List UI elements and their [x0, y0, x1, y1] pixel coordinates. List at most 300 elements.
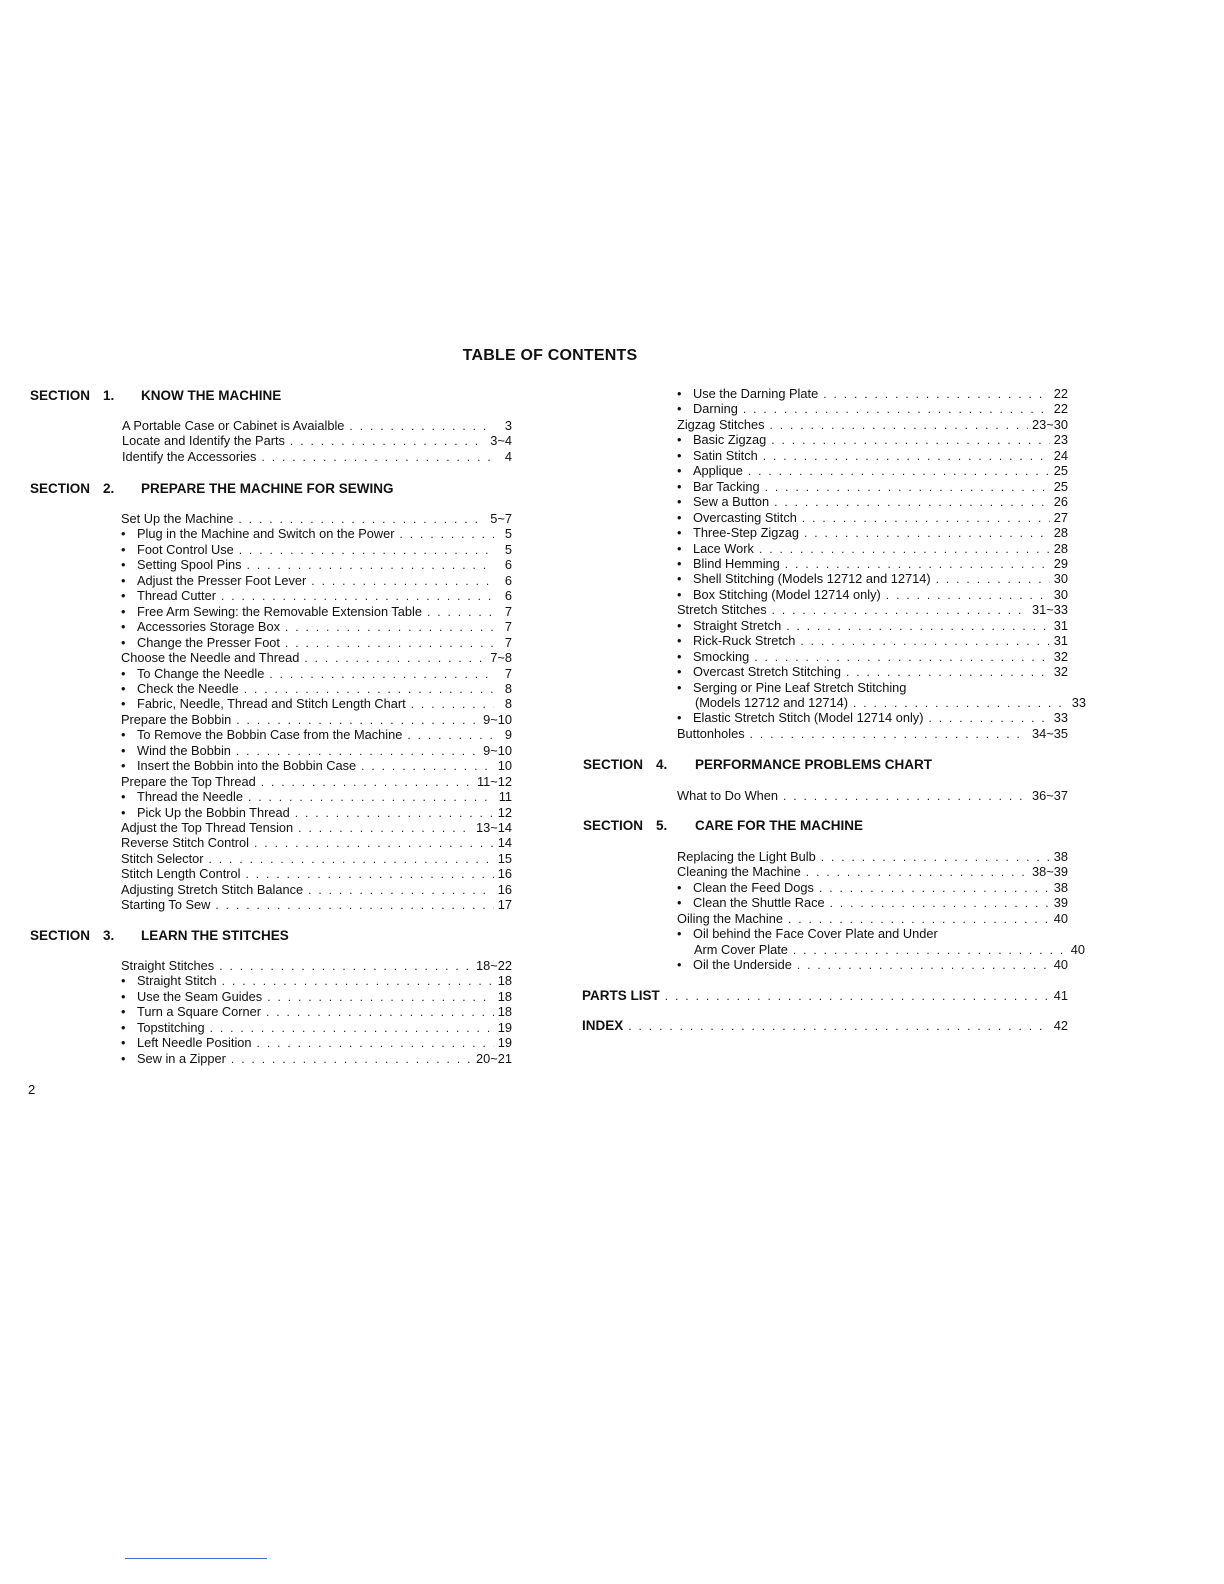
section-label: SECTION [30, 481, 91, 496]
dot-leader [269, 666, 494, 682]
bullet-icon: • [677, 926, 682, 942]
toc-entry-title: Arm Cover Plate [694, 941, 788, 957]
toc-page-number: 17 [497, 897, 512, 913]
toc-entry[interactable] [121, 835, 512, 851]
dot-leader [304, 650, 486, 666]
toc-entry[interactable] [677, 448, 1068, 464]
toc-page-number: 32 [1053, 648, 1068, 664]
section-name: LEARN THE STITCHES [141, 928, 289, 943]
toc-entry[interactable] [121, 712, 512, 728]
dot-leader [236, 712, 479, 728]
bullet-icon: • [677, 648, 682, 664]
toc-entry[interactable] [677, 556, 1068, 572]
page-title: TABLE OF CONTENTS [462, 347, 638, 364]
dot-leader [311, 573, 494, 589]
toc-entry[interactable] [677, 710, 1068, 726]
toc-page-number: 40 [1053, 910, 1068, 926]
toc-page-number: 4 [504, 448, 512, 464]
dot-leader [298, 820, 472, 836]
toc-entry-title: Pick Up the Bobbin Thread [137, 804, 290, 820]
dot-leader [743, 401, 1050, 417]
toc-entry-title: Oiling the Machine [677, 910, 783, 926]
toc-entry[interactable] [121, 1004, 512, 1020]
toc-entry[interactable] [121, 958, 512, 974]
bullet-icon: • [121, 619, 126, 635]
toc-page-number: 26 [1053, 494, 1068, 510]
toc-entry[interactable] [121, 1020, 512, 1036]
section-number: 5. [656, 818, 668, 833]
bullet-icon: • [121, 742, 126, 758]
toc-page-number: 11~12 [477, 773, 512, 789]
section-name: PERFORMANCE PROBLEMS CHART [695, 757, 933, 772]
toc-page-number: 28 [1053, 540, 1068, 556]
footer-rule [125, 1558, 267, 1559]
toc-page-number: 22 [1053, 386, 1068, 401]
toc-entry[interactable] [677, 864, 1068, 880]
dot-leader [786, 618, 1050, 634]
bullet-icon: • [121, 572, 126, 588]
toc-page-number: 13~14 [476, 820, 512, 835]
toc-page-number: 19 [497, 1035, 512, 1051]
toc-entry-title: Straight Stitches [121, 958, 215, 973]
dot-leader [853, 695, 1068, 711]
dot-leader [759, 541, 1050, 557]
toc-page-number: 5~7 [490, 511, 512, 526]
toc-entry[interactable] [677, 726, 1068, 742]
toc-page-number: 38 [1053, 849, 1068, 864]
toc-entry-title: Basic Zigzag [693, 432, 767, 448]
toc-entry[interactable] [677, 880, 1068, 896]
bullet-icon: • [677, 633, 682, 649]
bullet-icon: • [677, 386, 682, 401]
dot-leader [785, 556, 1050, 572]
bullet-icon: • [677, 586, 682, 602]
toc-entry[interactable] [121, 743, 512, 759]
toc-entry-title: Adjust the Top Thread Tension [121, 820, 294, 835]
toc-page-number: 32 [1053, 664, 1068, 680]
toc-page-number: 20~21 [476, 1050, 512, 1066]
dot-leader [221, 588, 494, 604]
toc-entry[interactable] [121, 650, 512, 666]
toc-entry-title: To Remove the Bobbin Case from the Machine [137, 727, 403, 743]
toc-page-number: 27 [1053, 509, 1068, 525]
bullet-icon: • [677, 710, 682, 726]
toc-entry[interactable] [677, 633, 1068, 649]
toc-entry[interactable] [677, 432, 1068, 448]
toc-entry-title: Prepare the Bobbin [121, 711, 232, 727]
dot-leader [748, 463, 1050, 479]
toc-entry-title: Foot Control Use [137, 541, 234, 557]
toc-entry-title: Insert the Bobbin into the Bobbin Case [137, 758, 357, 774]
toc-page-number: 23~30 [1032, 416, 1068, 432]
toc-entry-title: Sew a Button [693, 494, 770, 510]
dot-leader [295, 805, 494, 821]
bullet-icon: • [121, 526, 126, 542]
toc-entry[interactable] [677, 479, 1068, 495]
toc-page-number: 40 [1053, 957, 1068, 973]
bullet-icon: • [121, 696, 126, 712]
toc-entry-title: Turn a Square Corner [137, 1004, 262, 1020]
dot-leader [830, 895, 1050, 911]
toc-page-number: 29 [1053, 555, 1068, 571]
page-number: 2 [28, 1082, 36, 1097]
toc-page-number: 38~39 [1032, 864, 1068, 880]
dot-leader [215, 897, 493, 913]
dot-leader [308, 882, 494, 898]
toc-page-number: 28 [1053, 525, 1068, 541]
bullet-icon: • [677, 679, 682, 695]
toc-entry-title: Oil behind the Face Cover Plate and Under [693, 926, 938, 942]
toc-entry-title: Straight Stretch [693, 617, 782, 633]
bullet-icon: • [121, 557, 126, 573]
toc-page-number: 22 [1053, 401, 1068, 417]
toc-page-number: 19 [497, 1019, 512, 1035]
toc-entry[interactable] [121, 774, 512, 790]
section-name: CARE FOR THE MACHINE [695, 818, 863, 833]
dot-leader [261, 449, 494, 465]
toc-page-number: 24 [1053, 447, 1068, 463]
toc-entry-title: Use the Seam Guides [137, 988, 263, 1004]
toc-page-number: 18 [497, 988, 512, 1004]
toc-entry[interactable] [121, 1051, 512, 1067]
toc-entry-title: Sew in a Zipper [137, 1050, 226, 1066]
dot-leader [800, 633, 1049, 649]
toc-page-number: 31 [1053, 633, 1068, 649]
toc-entry[interactable] [121, 666, 512, 682]
bullet-icon: • [121, 789, 126, 805]
bullet-icon: • [677, 879, 682, 895]
toc-entry-title: What to Do When [677, 788, 778, 803]
toc-entry[interactable] [677, 401, 1068, 417]
toc-entry[interactable] [677, 649, 1068, 665]
dot-leader [361, 758, 494, 774]
toc-page-number: 25 [1053, 463, 1068, 479]
dot-leader [231, 1051, 472, 1067]
dot-leader [793, 942, 1067, 958]
bullet-icon: • [121, 1035, 126, 1051]
dot-leader [209, 851, 494, 867]
bullet-icon: • [677, 555, 682, 571]
toc-entry-title: Serging or Pine Leaf Stretch Stitching [693, 679, 907, 695]
dot-leader [285, 619, 494, 635]
dot-leader [266, 1004, 494, 1020]
toc-page-number: 33 [1053, 710, 1068, 726]
toc-entry-title: Setting Spool Pins [137, 557, 242, 573]
toc-entry-title: Darning [693, 401, 738, 417]
dot-leader [821, 849, 1050, 865]
dot-leader [267, 989, 494, 1005]
toc-entry[interactable] [121, 727, 512, 743]
bullet-icon: • [677, 432, 682, 448]
toc-page-number: 6 [504, 572, 512, 588]
toc-entry-multiline[interactable] [677, 680, 906, 696]
toc-entry[interactable] [121, 1035, 512, 1051]
dot-leader [886, 587, 1050, 603]
toc-entry[interactable] [677, 510, 1068, 526]
toc-page-number: 39 [1053, 895, 1068, 911]
toc-entry[interactable] [122, 433, 512, 449]
bullet-icon: • [121, 680, 126, 696]
dot-leader [823, 386, 1050, 402]
toc-entry[interactable] [677, 788, 1068, 804]
toc-page-number: 7 [504, 634, 512, 650]
toc-entry[interactable] [582, 1018, 1068, 1034]
toc-entry-title: Stitch Length Control [121, 866, 241, 882]
bullet-icon: • [677, 463, 682, 479]
dot-leader [819, 880, 1050, 896]
toc-entry-title: Overcast Stretch Stitching [693, 664, 841, 680]
toc-page-number: 7 [504, 665, 512, 681]
bullet-icon: • [121, 988, 126, 1004]
toc-page-number: 5 [504, 541, 512, 557]
toc-entry[interactable] [121, 604, 512, 620]
dot-leader [427, 604, 494, 620]
toc-entry-title: PARTS LIST [582, 988, 660, 1003]
toc-entry-title: Use the Darning Plate [693, 386, 819, 401]
toc-entry[interactable] [121, 851, 512, 867]
toc-entry-title: (Models 12712 and 12714) [695, 695, 848, 710]
toc-entry[interactable] [677, 463, 1068, 479]
toc-entry-title: Clean the Feed Dogs [693, 879, 814, 895]
toc-entry[interactable] [121, 526, 512, 542]
toc-entry[interactable] [121, 681, 512, 697]
dot-leader [788, 911, 1050, 927]
toc-entry[interactable] [677, 587, 1068, 603]
toc-page-number: 7 [504, 603, 512, 619]
toc-entry[interactable] [677, 571, 1068, 587]
dot-leader [349, 418, 494, 434]
toc-page-number: 12 [497, 804, 512, 820]
dot-leader [774, 494, 1050, 510]
bullet-icon: • [677, 664, 682, 680]
toc-entry[interactable] [121, 989, 512, 1005]
dot-leader [765, 479, 1050, 495]
toc-entry-title: Change the Presser Foot [137, 634, 280, 650]
toc-entry[interactable] [677, 494, 1068, 510]
toc-entry[interactable] [121, 696, 512, 712]
dot-leader [665, 988, 1050, 1004]
toc-entry[interactable] [582, 988, 1068, 1004]
toc-entry-title: Choose the Needle and Thread [121, 650, 300, 666]
toc-entry-title: Wind the Bobbin [137, 742, 231, 758]
toc-entry-title: A Portable Case or Cabinet is Avaialble [122, 418, 345, 433]
dot-leader [246, 866, 494, 882]
bullet-icon: • [121, 1019, 126, 1035]
dot-leader [802, 510, 1050, 526]
toc-page-number: 34~35 [1032, 725, 1068, 741]
section-number: 2. [103, 481, 115, 496]
section-name: KNOW THE MACHINE [141, 388, 282, 403]
toc-entry-title: Starting To Sew [121, 897, 211, 913]
toc-entry[interactable] [121, 573, 512, 589]
toc-entry[interactable] [122, 449, 512, 465]
toc-entry-title: Thread the Needle [137, 789, 243, 805]
bullet-icon: • [121, 541, 126, 557]
toc-entry-title: Rick-Ruck Stretch [693, 633, 796, 649]
dot-leader [407, 727, 494, 743]
toc-entry[interactable] [677, 541, 1068, 557]
toc-entry[interactable] [677, 664, 1068, 680]
bullet-icon: • [121, 634, 126, 650]
toc-entry[interactable] [677, 417, 1068, 433]
dot-leader [750, 726, 1028, 742]
toc-entry-title: Prepare the Top Thread [121, 773, 256, 789]
toc-entry[interactable] [677, 695, 1086, 711]
toc-entry[interactable] [121, 820, 512, 836]
toc-entry-title: Satin Stitch [693, 447, 758, 463]
dot-leader [772, 602, 1028, 618]
toc-page-number: 18 [497, 1004, 512, 1020]
toc-entry[interactable] [677, 957, 1068, 973]
dot-leader [754, 649, 1050, 665]
toc-page-number: 10 [497, 758, 512, 774]
toc-page-number: 23 [1053, 432, 1068, 448]
toc-entry[interactable] [677, 602, 1068, 618]
toc-entry-title: Box Stitching (Model 12714 only) [693, 586, 881, 602]
toc-entry-title: Accessories Storage Box [137, 619, 280, 635]
toc-page-number: 14 [497, 835, 512, 851]
toc-page-number: 36~37 [1032, 788, 1068, 803]
bullet-icon: • [677, 447, 682, 463]
toc-entry[interactable] [121, 758, 512, 774]
dot-leader [222, 973, 494, 989]
toc-entry[interactable] [677, 618, 1068, 634]
dot-leader [261, 774, 473, 790]
toc-page-number: 11 [498, 789, 512, 805]
toc-entry[interactable] [121, 882, 512, 898]
toc-entry[interactable] [121, 805, 512, 821]
bullet-icon: • [677, 509, 682, 525]
section-number: 1. [103, 388, 115, 403]
bullet-icon: • [121, 1004, 126, 1020]
dot-leader [236, 743, 479, 759]
toc-entry[interactable] [121, 619, 512, 635]
dot-leader [806, 864, 1028, 880]
toc-page-number: 16 [497, 881, 512, 897]
bullet-icon: • [121, 588, 126, 604]
dot-leader [770, 417, 1029, 433]
toc-entry-title: Oil the Underside [693, 957, 792, 973]
toc-entry-title: Adjusting Stretch Stitch Balance [121, 881, 304, 897]
toc-entry-title: Fabric, Needle, Thread and Stitch Length Chart [137, 696, 406, 712]
dot-leader [244, 681, 494, 697]
toc-entry[interactable] [677, 525, 1068, 541]
toc-entry-title: Check the Needle [137, 680, 239, 696]
toc-entry[interactable] [677, 942, 1085, 958]
toc-page-number: 9~10 [483, 742, 512, 758]
dot-leader [239, 542, 494, 558]
toc-page-number: 31 [1053, 617, 1068, 633]
toc-entry-title: Stretch Stitches [677, 602, 767, 618]
toc-entry-title: Topstitching [137, 1019, 205, 1035]
toc-entry[interactable] [677, 911, 1068, 927]
dot-leader [797, 957, 1050, 973]
toc-page-number: 3 [504, 418, 512, 433]
bullet-icon: • [677, 401, 682, 417]
toc-page-number: 30 [1053, 586, 1068, 602]
toc-page-number: 6 [504, 557, 512, 573]
dot-leader [628, 1018, 1050, 1034]
toc-entry-title: Straight Stitch [137, 973, 217, 989]
toc-page-number: 33 [1071, 695, 1086, 710]
section-name: PREPARE THE MACHINE FOR SEWING [141, 481, 394, 496]
toc-entry[interactable] [121, 866, 512, 882]
toc-entry-title: Overcasting Stitch [693, 509, 797, 525]
toc-page-number: 18~22 [476, 958, 512, 973]
toc-page-number: 5 [504, 526, 512, 542]
toc-entry-title: Plug in the Machine and Switch on the Power [137, 526, 395, 542]
toc-page-number: 18 [497, 973, 512, 989]
toc-entry-title: Free Arm Sewing: the Removable Extension Table [137, 603, 422, 619]
section-label: SECTION [30, 928, 91, 943]
toc-entry-title: Bar Tacking [693, 478, 760, 494]
toc-entry[interactable] [121, 789, 512, 805]
bullet-icon: • [121, 603, 126, 619]
toc-page-number: 7~8 [490, 650, 512, 666]
dot-leader [285, 635, 494, 651]
bullet-icon: • [121, 1050, 126, 1066]
dot-leader [771, 432, 1050, 448]
bullet-icon: • [121, 665, 126, 681]
toc-entry-title: Elastic Stretch Stitch (Model 12714 only) [693, 710, 924, 726]
dot-leader [846, 664, 1050, 680]
toc-entry-title: Lace Work [693, 540, 754, 556]
dot-leader [248, 789, 494, 805]
toc-page-number: 31~33 [1032, 602, 1068, 618]
dot-leader [290, 433, 486, 449]
toc-entry-title: Adjust the Presser Foot Lever [137, 572, 307, 588]
toc-entry-title: Shell Stitching (Models 12712 and 12714) [693, 571, 931, 587]
toc-entry[interactable] [121, 973, 512, 989]
dot-leader [254, 835, 494, 851]
toc-entry[interactable] [677, 386, 1068, 402]
dot-leader [763, 448, 1050, 464]
bullet-icon: • [121, 727, 126, 743]
toc-entry[interactable] [121, 557, 512, 573]
toc-page-number: 6 [504, 588, 512, 604]
toc-page-number: 25 [1053, 478, 1068, 494]
toc-entry[interactable] [122, 418, 512, 434]
toc-page-number: 3~4 [490, 433, 512, 449]
toc-entry-title: INDEX [582, 1018, 624, 1033]
dot-leader [400, 526, 494, 542]
toc-page-number: 40 [1070, 941, 1085, 957]
toc-entry[interactable] [677, 849, 1068, 865]
toc-entry-multiline[interactable] [677, 926, 938, 942]
toc-entry[interactable] [121, 635, 512, 651]
toc-page-number: 30 [1053, 571, 1068, 587]
toc-page-number: 38 [1053, 879, 1068, 895]
toc-entry-title: Three-Step Zigzag [693, 525, 799, 541]
toc-entry-title: Cleaning the Machine [677, 864, 801, 880]
toc-entry[interactable] [121, 511, 512, 527]
dot-leader [928, 710, 1049, 726]
toc-entry[interactable] [121, 897, 512, 913]
toc-page-number: 7 [504, 619, 512, 635]
toc-entry-title: Clean the Shuttle Race [693, 895, 825, 911]
toc-entry-title: Blind Hemming [693, 555, 780, 571]
bullet-icon: • [677, 525, 682, 541]
bullet-icon: • [677, 494, 682, 510]
toc-entry[interactable] [677, 895, 1068, 911]
toc-page-number: 8 [504, 696, 512, 712]
toc-entry-title: Locate and Identify the Parts [122, 433, 285, 449]
toc-entry-title: Identify the Accessories [122, 448, 257, 464]
toc-entry[interactable] [121, 542, 512, 558]
toc-entry[interactable] [121, 588, 512, 604]
toc-page-number: 41 [1053, 988, 1068, 1003]
section-number: 3. [103, 928, 115, 943]
